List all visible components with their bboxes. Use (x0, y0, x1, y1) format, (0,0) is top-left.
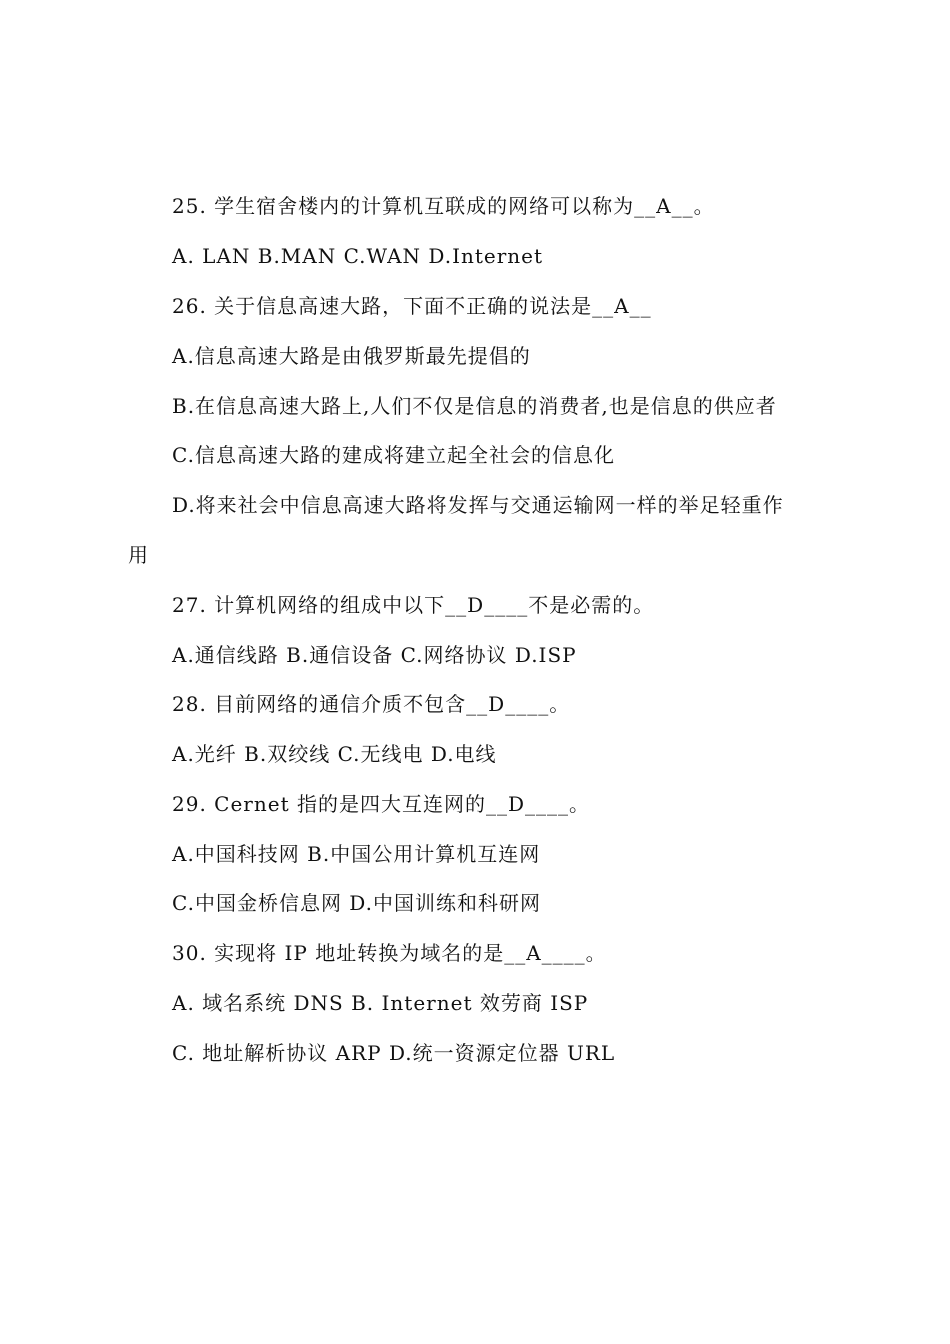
options-30-ab: A. 域名系统 DNS B. Internet 效劳商 ISP (172, 991, 589, 1015)
options-29-ab: A.中国科技网 B.中国公用计算机互连网 (172, 842, 541, 866)
question-29: 29. Cernet 指的是四大互连网的__D____。 (172, 792, 591, 816)
options-25: A. LAN B.MAN C.WAN D.Internet (172, 244, 544, 268)
question-28: 28. 目前网络的通信介质不包含__D____。 (172, 692, 571, 716)
option-26-d: D.将来社会中信息高速大路将发挥与交通运输网一样的举足轻重作 (172, 493, 784, 517)
question-25: 25. 学生宿舍楼内的计算机互联成的网络可以称为__A__。 (172, 194, 715, 218)
question-30: 30. 实现将 IP 地址转换为域名的是__A____。 (172, 941, 607, 965)
options-30-cd: C. 地址解析协议 ARP D.统一资源定位器 URL (172, 1041, 616, 1065)
option-26-d-continued: 用 (128, 543, 149, 567)
options-28: A.光纤 B.双绞线 C.无线电 D.电线 (172, 742, 497, 766)
options-29-cd: C.中国金桥信息网 D.中国训练和科研网 (172, 891, 541, 915)
question-26: 26. 关于信息高速大路，下面不正确的说法是__A__ (172, 294, 652, 318)
options-27: A.通信线路 B.通信设备 C.网络协议 D.ISP (172, 643, 577, 667)
option-26-b: B.在信息高速大路上,人们不仅是信息的消费者,也是信息的供应者 (172, 394, 777, 418)
option-26-a: A.信息高速大路是由俄罗斯最先提倡的 (172, 344, 531, 368)
question-27: 27. 计算机网络的组成中以下__D____不是必需的。 (172, 593, 655, 617)
option-26-c: C.信息高速大路的建成将建立起全社会的信息化 (172, 443, 615, 467)
